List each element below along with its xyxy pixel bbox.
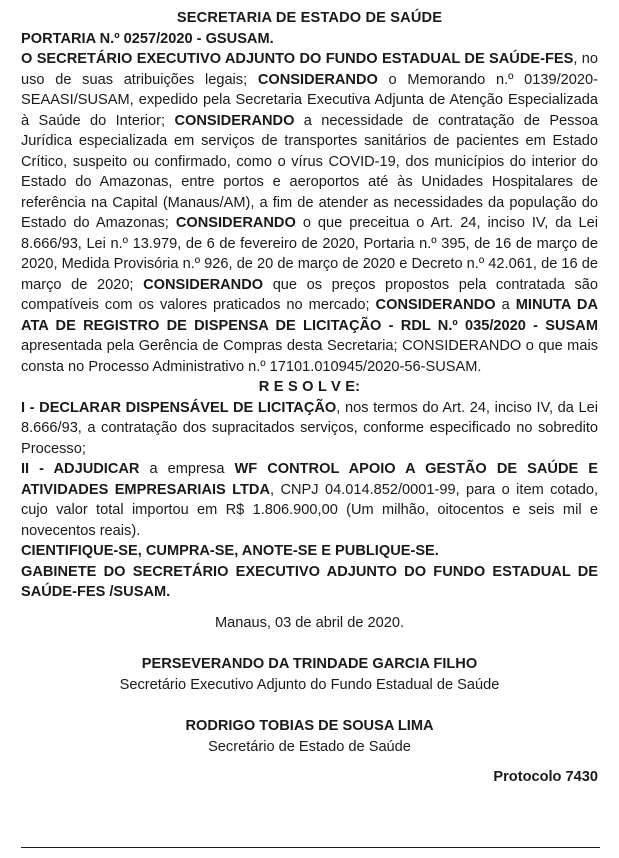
preamble-text-2: o Memorando n.º 0139/2020-SEAASI/SUSAM, expedido pela Secretaria Executiva Adjunta de Atenção Especializada à Saúde do Interior; [21,71,598,129]
considerando-keyword-1: CONSIDERANDO [257,71,378,88]
protocol-number: Protocolo 7430 [493,769,598,785]
spacer-before-signature-2 [21,695,598,716]
preamble-text-4: o que preceitua o Art. 24, inciso IV, da Lei 8.666/93, Lei n.º 13.979, de 6 de fevereiro de 2020, Portaria n.º 395, de 16 de março de 2020, Medida Provisória n.º 926, de 20 de março de 2020 e Decreto n.º 42.061, de 16 de março de 2020; [21,215,599,293]
signature-1-name: PERSEVERANDO DA TRINDADE GARCIA FILHO [141,656,478,672]
considerando-keyword-4: CONSIDERANDO [143,276,264,293]
item-i-text: , nos termos do Art. 24, inciso IV, da Lei 8.666/93, a contratação dos supracitados serviços, conforme especificado no sobredito Processo; [21,399,598,457]
preamble-text-5: que os preços propostos pela contratada são compatíveis com os valores praticados no mercado; [21,276,599,313]
preamble-text-6: a [495,297,516,313]
considerando-keyword-3: CONSIDERANDO [175,215,296,231]
signature-2-role: Secretário de Estado de Saúde [208,738,411,755]
item-ii-paragraph [21,459,598,541]
minuta-ata-reference-bold: MINUTA DA ATA DE REGISTRO DE DISPENSA DE LICITAÇÃO - RDL N.º 035/2020 - SUSAM [21,297,598,334]
item-i-paragraph [21,398,598,460]
portaria-number-line: PORTARIA N.º 0257/2020 - GSUSAM. [21,30,274,47]
resolve-heading: R E S O L V E: [258,379,361,395]
spacer-before-signature-1 [21,633,598,654]
spacer-before-protocol [21,757,598,767]
document-header-title: SECRETARIA DE ESTADO DE SAÚDE [176,10,443,26]
preamble-text-1: , no uso de suas atribuições legais; [21,51,599,88]
item-ii-bold-lead: II - ADJUDICAR [21,461,140,477]
considerando-keyword-2: CONSIDERANDO [174,112,295,129]
signature-1-role: Secretário Executivo Adjunto do Fundo Estadual de Saúde [119,676,500,693]
item-i-bold-lead: I - DECLARAR DISPENSÁVEL DE LICITAÇÃO [21,399,337,416]
preamble-authority-bold: O SECRETÁRIO EXECUTIVO ADJUNTO DO FUNDO ESTADUAL DE SAÚDE-FES [21,51,574,67]
preamble-paragraph [21,49,598,377]
considerando-keyword-5: CONSIDERANDO [375,297,496,313]
preamble-text-3: a necessidade de contratação de Pessoa Jurídica especializada em serviços de transportes sanitários de pacientes em Estado Crítico, suspeito ou confirmado, como o vírus COVID-19, dos municípios do interior do Estado do Amazonas, entre portos e aeroportos até às Unidades Hospitalares de referência na Capital (Manaus/AM), a fim de atender as necessidades da população do Estado do Amazonas; [21,112,599,231]
place-and-date: Manaus, 03 de abril de 2020. [214,614,405,631]
item-ii-text-2: , CNPJ 04.014.852/0001-99, para o item cotado, cujo valor total importou em R$ 1.806.900,00 (Um milhão, oitocentos e seis mil e novecentos reais). [21,481,598,539]
preamble-text-7: apresentada pela Gerência de Compras desta Secretaria; CONSIDERANDO o que mais consta no Processo Administrativo n.º 17101.010945/2020-56-SUSAM. [21,338,598,375]
item-ii-text-1: a empresa [139,461,235,477]
spacer-before-date [21,603,598,613]
gabinete-line: GABINETE DO SECRETÁRIO EXECUTIVO ADJUNTO DO FUNDO ESTADUAL DE SAÚDE-FES /SUSAM. [21,563,598,600]
bottom-divider-rule [21,847,600,848]
signature-2-name: RODRIGO TOBIAS DE SOUSA LIMA [185,718,434,734]
closing-directives-line: CIENTIFIQUE-SE, CUMPRA-SE, ANOTE-SE E PUBLIQUE-SE. [21,543,439,559]
company-name-bold: WF CONTROL APOIO A GESTÃO DE SAÚDE E ATIVIDADES EMPRESARIAIS LTDA [21,461,599,498]
